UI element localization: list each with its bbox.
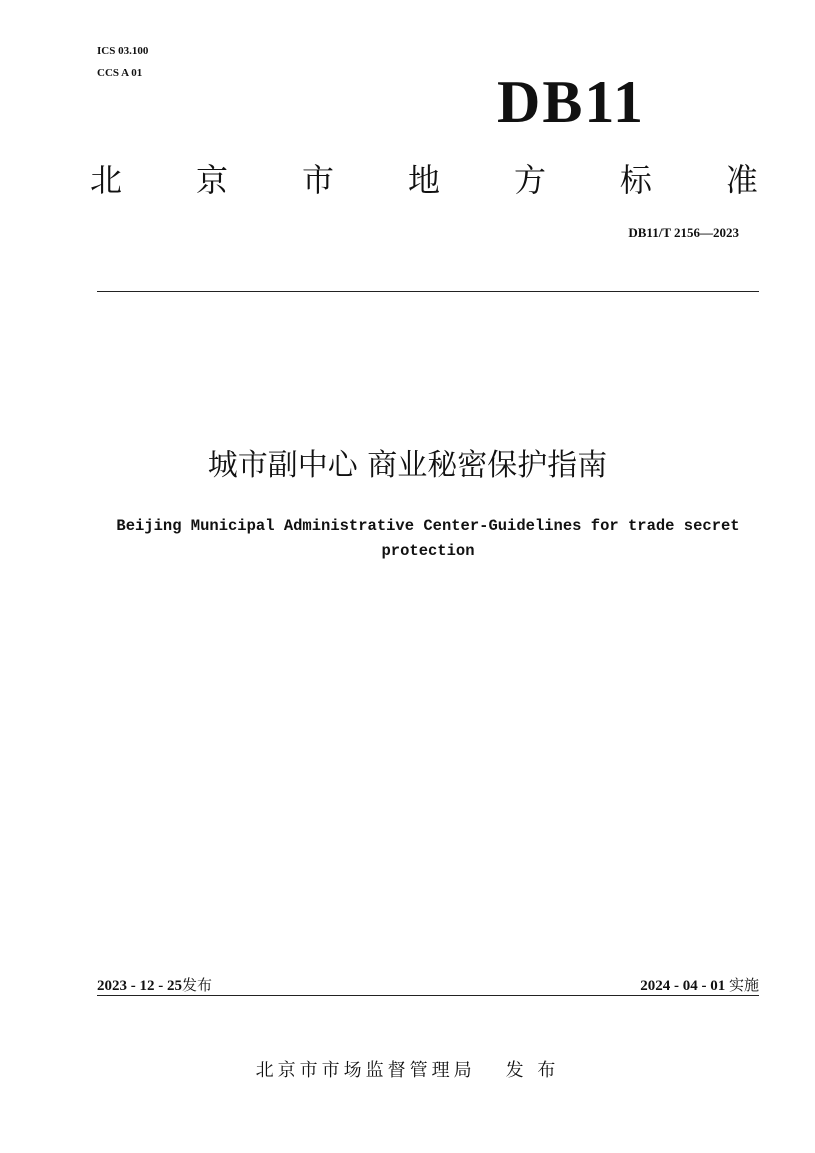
standard-type-char: 市	[301, 161, 334, 199]
standard-type-char: 地	[407, 161, 440, 199]
ics-code: ICS 03.100	[97, 45, 149, 57]
standard-number: DB11/T 2156—2023	[628, 225, 739, 240]
release-date-value: 2023 - 12 - 25	[97, 978, 182, 994]
issuing-authority	[0, 1056, 815, 1082]
title-en-line: Beijing Municipal Administrative Center-Guidelines for trade secret	[116, 517, 740, 535]
release-date	[97, 974, 212, 995]
document-title-en	[97, 514, 759, 564]
standard-type-char: 北	[90, 161, 123, 199]
document-title-zh: 城市副中心 商业秘密保护指南	[207, 448, 608, 483]
ccs-code: CCS A 01	[97, 67, 143, 79]
classification-codes	[97, 40, 148, 84]
standard-type-char: 准	[725, 161, 758, 199]
title-en-line: protection	[381, 542, 475, 560]
header-divider	[97, 291, 759, 292]
footer-divider	[97, 995, 759, 996]
implementation-date	[640, 974, 759, 995]
standard-type-char: 方	[513, 161, 546, 199]
standard-type-heading	[90, 160, 758, 200]
issuer-action: 发 布	[505, 1060, 560, 1081]
standard-type-char: 标	[619, 161, 652, 199]
release-label: 发布	[182, 976, 213, 994]
implementation-date-value: 2024 - 04 - 01	[640, 978, 726, 994]
issuer-name: 北京市市场监督管理局	[255, 1060, 476, 1081]
standard-code-mark: DB11	[497, 69, 646, 135]
standard-type-char: 京	[195, 161, 228, 199]
implementation-label: 实施	[728, 976, 759, 994]
